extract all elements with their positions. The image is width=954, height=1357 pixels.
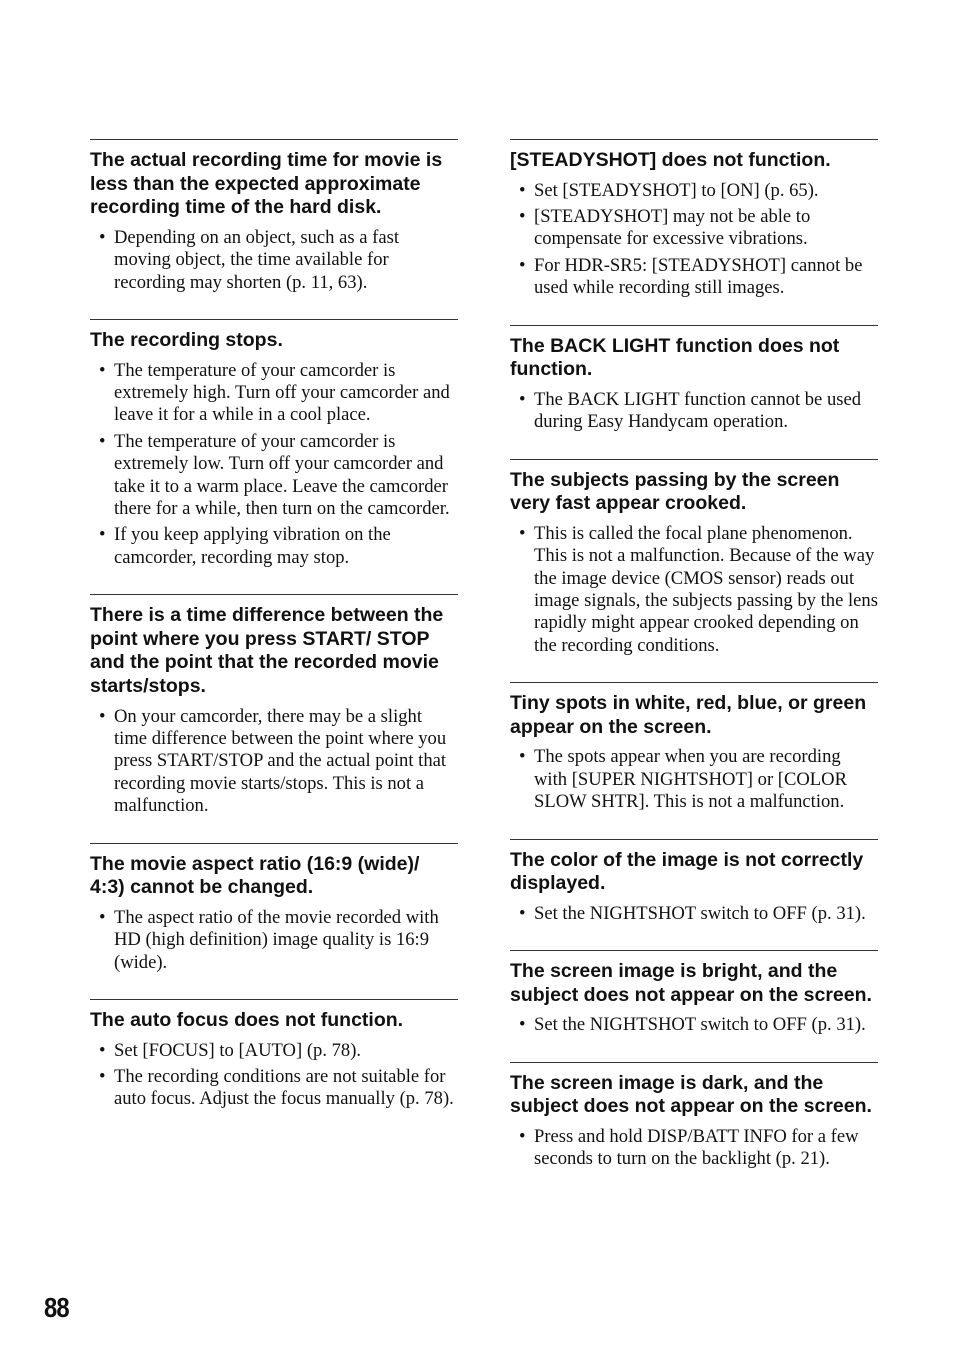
bullet-list — [90, 1040, 458, 1111]
bullet-item: • For HDR-SR5: [STEADYSHOT] cannot be used while recording still images. — [510, 255, 878, 300]
bullet-item: • Set the NIGHTSHOT switch to OFF (p. 31). — [510, 903, 878, 925]
bullet-list — [510, 523, 878, 657]
troubleshoot-section — [90, 139, 458, 294]
section-heading: The BACK LIGHT function does not function. — [510, 334, 840, 381]
troubleshoot-section — [510, 459, 878, 658]
troubleshoot-section — [510, 682, 878, 813]
bullet-item: • [STEADYSHOT] may not be able to compensate for excessive vibrations. — [510, 206, 878, 251]
section-heading: The actual recording time for movie is less than the expected approximate recording time of the hard disk. — [90, 149, 443, 219]
bullet-item: • The BACK LIGHT function cannot be used during Easy Handycam operation. — [510, 389, 878, 434]
troubleshoot-section — [90, 594, 458, 817]
bullet-item: • Set [STEADYSHOT] to [ON] (p. 65). — [510, 180, 878, 202]
bullet-list — [510, 903, 878, 925]
troubleshoot-section — [90, 319, 458, 569]
left-column — [90, 139, 458, 1136]
section-heading: The auto focus does not function. — [90, 1009, 404, 1032]
troubleshoot-section — [90, 843, 458, 974]
section-heading: The screen image is bright, and the subject does not appear on the screen. — [510, 960, 872, 1006]
troubleshoot-section — [510, 839, 878, 926]
bullet-list — [90, 227, 458, 294]
bullet-item: • Press and hold DISP/BATT INFO for a few seconds to turn on the backlight (p. 21). — [510, 1126, 878, 1171]
section-heading: [STEADYSHOT] does not function. — [510, 149, 831, 171]
bullet-item: • The temperature of your camcorder is extremely high. Turn off your camcorder and leave it for a while in a cool place. — [90, 360, 458, 427]
bullet-item: • Set [FOCUS] to [AUTO] (p. 78). — [90, 1040, 458, 1062]
bullet-item: • The spots appear when you are recording with [SUPER NIGHTSHOT] or [COLOR SLOW SHTR]. This is not a malfunction. — [510, 746, 878, 813]
bullet-item: • Depending on an object, such as a fast moving object, the time available for recording may shorten (p. 11, 63). — [90, 227, 458, 294]
bullet-list — [90, 360, 458, 570]
bullet-item: • This is called the focal plane phenomenon. This is not a malfunction. Because of the way the image device (CMOS sensor) reads out image signals, the subjects passing by the lens rapidly might appear crooked depending on the recording conditions. — [510, 523, 878, 657]
bullet-list — [510, 180, 878, 300]
page-number: 88 — [44, 1292, 69, 1323]
troubleshoot-section — [510, 1062, 878, 1171]
section-heading: The screen image is dark, and the subject does not appear on the screen. — [510, 1071, 872, 1118]
section-heading: The color of the image is not correctly displayed. — [510, 848, 864, 895]
bullet-item: • Set the NIGHTSHOT switch to OFF (p. 31). — [510, 1014, 878, 1036]
section-heading: There is a time difference between the point where you press START/ STOP and the point that the recorded movie starts/stops. — [90, 604, 444, 698]
bullet-item: • The recording conditions are not suitable for auto focus. Adjust the focus manually (p. 78). — [90, 1066, 458, 1111]
bullet-item: • The temperature of your camcorder is extremely low. Turn off your camcorder and take it to a warm place. Leave the camcorder there for a while, then turn on the camcorder. — [90, 431, 458, 521]
bullet-list — [90, 706, 458, 818]
section-heading: The subjects passing by the screen very fast appear crooked. — [510, 468, 840, 515]
troubleshoot-section — [90, 999, 458, 1111]
right-column — [510, 139, 878, 1196]
section-heading: Tiny spots in white, red, blue, or green appear on the screen. — [510, 692, 867, 738]
troubleshoot-section — [510, 950, 878, 1037]
troubleshoot-section — [510, 325, 878, 434]
section-heading: The recording stops. — [90, 329, 283, 351]
bullet-list — [510, 746, 878, 813]
section-heading: The movie aspect ratio (16:9 (wide)/ 4:3) cannot be changed. — [90, 852, 420, 899]
bullet-item: • The aspect ratio of the movie recorded with HD (high definition) image quality is 16:9 (wide). — [90, 907, 458, 974]
bullet-list — [90, 907, 458, 974]
bullet-list — [510, 1014, 878, 1036]
bullet-item: • On your camcorder, there may be a slight time difference between the point where you press START/STOP and the actual point that recording movie starts/stops. This is not a malfunction. — [90, 706, 458, 818]
bullet-list — [510, 1126, 878, 1171]
bullet-item: • If you keep applying vibration on the camcorder, recording may stop. — [90, 524, 458, 569]
bullet-list — [510, 389, 878, 434]
troubleshoot-section — [510, 139, 878, 300]
